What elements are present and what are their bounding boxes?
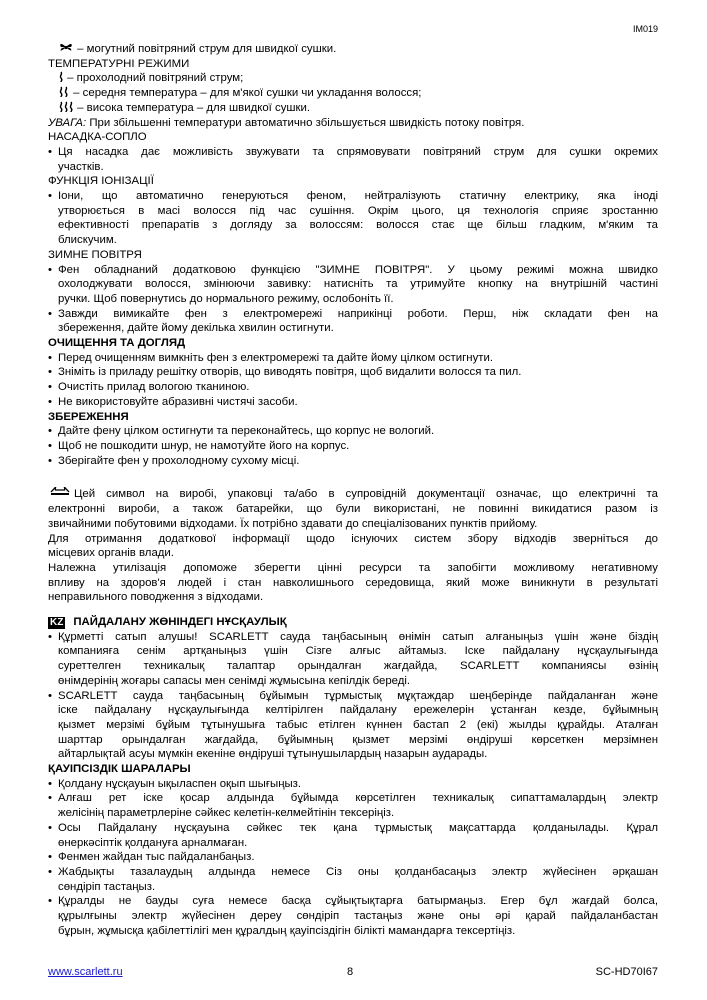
bullet-item: • Зберігайте фен у прохолодному сухому місці. xyxy=(48,454,300,467)
bullet-dot: • xyxy=(48,366,52,379)
text-line: неправильного поводження з відходами. xyxy=(48,591,264,604)
document-page xyxy=(48,0,658,1000)
model-number: SC-HD70I67 xyxy=(595,966,658,978)
doc-code: IM019 xyxy=(632,24,658,34)
bullet-item: • Щоб не пошкодити шнур, не намотуйте його на корпус. xyxy=(48,439,350,452)
text-line: өнімдерінің жоғары сапасы мен сенімді жұмысына кепілдік береді. xyxy=(58,674,411,687)
bullet-item: • Дайте фену цілком остигнути та переконайтесь, що корпус не вологий. xyxy=(48,425,435,438)
bullet-item: • SCARLETT сауда таңбасының бұйымын тұрмыстық мұқтаждар шеңберінде пайдаланған және xyxy=(48,689,658,702)
kz-section-title: KZ ПАЙДАЛАНУ ЖӨНІНДЕГІ НҰСҚАУЛЫҚ xyxy=(50,616,287,629)
text-line: іске пайдалану нұсқаулығында келтірілген пайдалану ережелерін ұстанған кезде, бұйымның xyxy=(58,704,658,717)
bullet-dot: • xyxy=(48,351,52,364)
text-line: участків. xyxy=(58,160,104,173)
recycle-paragraph: Цей символ на виробі, упаковці та/або в супровідній документації означає, що електричні та xyxy=(48,487,658,502)
text-line: ефективності препаратів з догляду за волоссям: волосся стає ще більш гладким, м'яким та xyxy=(58,219,658,232)
section-heading: ТЕМПЕРАТУРНІ РЕЖИМИ xyxy=(48,57,190,70)
bullet-item: • Фен обладнаний додатковою функцією "ЗИМНЕ ПОВІТРЯ". У цьому режимі можна швидко xyxy=(48,263,658,276)
text-line: охолоджувати волосся, змінюючи завивку: натисніть та утримуйте кнопку на внутрішній частині xyxy=(58,278,658,291)
bullet-dot: • xyxy=(48,190,52,203)
temp-mode-line: – висока температура – для швидкої сушки. xyxy=(48,101,658,116)
bullet-item: • Завжди вимикайте фен з електромережі наприкінці роботи. Перш, ніж складати фен на xyxy=(48,307,658,320)
cool-air-icon xyxy=(58,71,64,83)
text-line: желісінің параметрлеріне сәйкес келетін-келмейтінін тексеріңіз. xyxy=(58,807,395,820)
section-heading: ЗИМНЕ ПОВІТРЯ xyxy=(48,248,142,261)
text-line: збереження, дайте йому декілька хвилин остигнути. xyxy=(58,322,334,335)
bullet-item: • Очистіть прилад вологою тканиною. xyxy=(48,381,250,394)
section-heading: ОЧИЩЕННЯ ТА ДОГЛЯД xyxy=(48,337,186,350)
text-line: блискучим. xyxy=(58,234,117,247)
website-link[interactable]: www.scarlett.ru xyxy=(48,966,123,978)
fan-icon xyxy=(58,41,74,54)
section-heading: ҚАУІПСІЗДІК ШАРАЛАРЫ xyxy=(48,763,191,776)
text-line: қызмет мерзімі бұйым тұтынушыға табыс етілген күннен бастап 2 (екі) жылды құрайды. Аталған xyxy=(58,718,658,731)
bullet-dot: • xyxy=(48,454,52,467)
text-line: өнеркәсіптік қолдануға арналмаған. xyxy=(58,836,248,849)
text-line: айтарлықтай асуы мүмкін екеніне өндіруші тұтынушылардың назарын аударады. xyxy=(58,748,488,761)
temp-mode-line: – середня температура – для м'якої сушки чи укладання волосся; xyxy=(48,86,658,101)
text-line: впливу на здоров'я людей і стан навколишнього середовища, який може виникнути в результаті xyxy=(48,576,658,589)
bullet-dot: • xyxy=(48,689,52,702)
bullet-item: • Іони, що автоматично генеруються феном, нейтралізують статичну електрику, яка іноді xyxy=(48,190,658,203)
medium-heat-icon xyxy=(58,86,70,98)
text-line: ручки. Щоб повернутись до нормального режиму, ослобоніть її. xyxy=(58,292,394,305)
bullet-dot: • xyxy=(48,307,52,320)
bullet-item: • Алғаш рет іске қосар алдында бұйымда көрсетілген техникалық сипаттамалардың электр xyxy=(48,792,658,805)
bullet-dot: • xyxy=(48,792,52,805)
text-line: місцевих органів влади. xyxy=(48,547,174,560)
language-badge: KZ xyxy=(50,617,64,629)
warning-line: УВАГА: При збільшенні температури автоматично збільшується швидкість потоку повітря. xyxy=(48,116,525,129)
high-heat-icon xyxy=(58,101,74,113)
bullet-dot: • xyxy=(48,630,52,643)
bullet-dot: • xyxy=(48,381,52,394)
bullet-dot: • xyxy=(48,395,52,408)
bullet-item: • Фенмен жайдан тыс пайдаланбаңыз. xyxy=(48,851,255,864)
bullet-dot: • xyxy=(48,145,52,158)
bullet-item: • Қолдану нұсқауын ықыласпен оқып шығыңыз. xyxy=(48,777,302,790)
temp-mode-line: – прохолодний повітряний струм; xyxy=(48,71,658,86)
text-line: бұрын, жұмысқа қабілеттілігі мен құралдың қауіпсіздігін білікті мамандарға тексертіңіз. xyxy=(58,924,516,937)
bullet-item: • Жабдықты тазалаудың алдында немесе Сіз оны қолданбасаңыз электр жүйесінен әрқашан xyxy=(48,865,658,878)
text-line: шарттар орындалған жағдайда, бұйымның қызмет мерзімі өндіруші көрсеткен мерзімнен xyxy=(58,733,658,746)
bullet-item: • Ця насадка дає можливість звужувати та спрямовувати повітряний струм для сушки окремих xyxy=(48,145,658,158)
section-heading: НАСАДКА-СОПЛО xyxy=(48,131,147,144)
section-heading: ЗБЕРЕЖЕННЯ xyxy=(48,410,129,423)
bullet-dot: • xyxy=(48,777,52,790)
text-line: компанияға сенім артқаныңыз үшін Сізге алғыс айтамыз. Іске пайдалану нұсқаулығында xyxy=(58,645,658,658)
airflow-mode-line: – могутний повітряний струм для швидкої сушки. xyxy=(48,41,658,57)
bullet-dot: • xyxy=(48,439,52,452)
bullet-dot: • xyxy=(48,425,52,438)
bullet-dot: • xyxy=(48,263,52,276)
bullet-dot: • xyxy=(48,865,52,878)
bullet-item: • Не використовуйте абразивні чистячі засоби. xyxy=(48,395,298,408)
text-line: Для отримання додаткової інформації щодо існуючих систем збору відходів зверніться до xyxy=(48,532,658,545)
bullet-item: • Перед очищенням вимкніть фен з електромережі та дайте йому цілком остигнути. xyxy=(48,351,494,364)
bullet-dot: • xyxy=(48,895,52,908)
document-body xyxy=(48,41,658,938)
text-line: Належна утилізація допоможе зберегти цінні ресурси та запобігти можливому негативному xyxy=(48,561,658,574)
text-line: сөндіріп тастаңыз. xyxy=(58,880,156,893)
text-line: електронні вироби, а також батарейки, що були використані, не повинні викидатися разом із xyxy=(48,503,658,516)
bullet-dot: • xyxy=(48,821,52,834)
section-heading: ФУНКЦІЯ ІОНІЗАЦІЇ xyxy=(48,175,154,188)
bullet-item: • Зніміть із приладу решітку отворів, що виводять повітря, щоб видалити волосся та пил. xyxy=(48,366,522,379)
bullet-dot: • xyxy=(48,851,52,864)
bullet-item: • Құрметті сатып алушы! SCARLETT сауда таңбасының өнімін сатып алғаныңыз үшін және біздің xyxy=(48,630,658,643)
page-number: 8 xyxy=(347,966,354,978)
text-line: құрылғыны электр жүйесінен дереу сөндіріп тастаңыз және оны әрі қарай пайдаланбастан xyxy=(58,910,658,923)
bullet-item: • Осы Пайдалану нұсқауына сәйкес тек қана тұрмыстық мақсаттарда қолданылады. Құрал xyxy=(48,821,658,834)
text-line: звичайними побутовими відходами. Їх потрібно здавати до спеціалізованих пунктів прийому. xyxy=(48,517,538,530)
text-line: суреттелген техникалық талаптар орындалған жағдайда, SCARLETT компаниясы өзінің xyxy=(58,660,658,673)
weee-recycle-icon xyxy=(48,487,72,495)
text-line: утворюється в масі волосся під час сушіння. Окрім цього, ця технологія сприяє зростанню xyxy=(58,204,658,217)
bullet-item: • Құралды не бауды суға немесе басқа сұйықтықтарға батырмаңыз. Егер бұл жағдай болса, xyxy=(48,895,658,908)
